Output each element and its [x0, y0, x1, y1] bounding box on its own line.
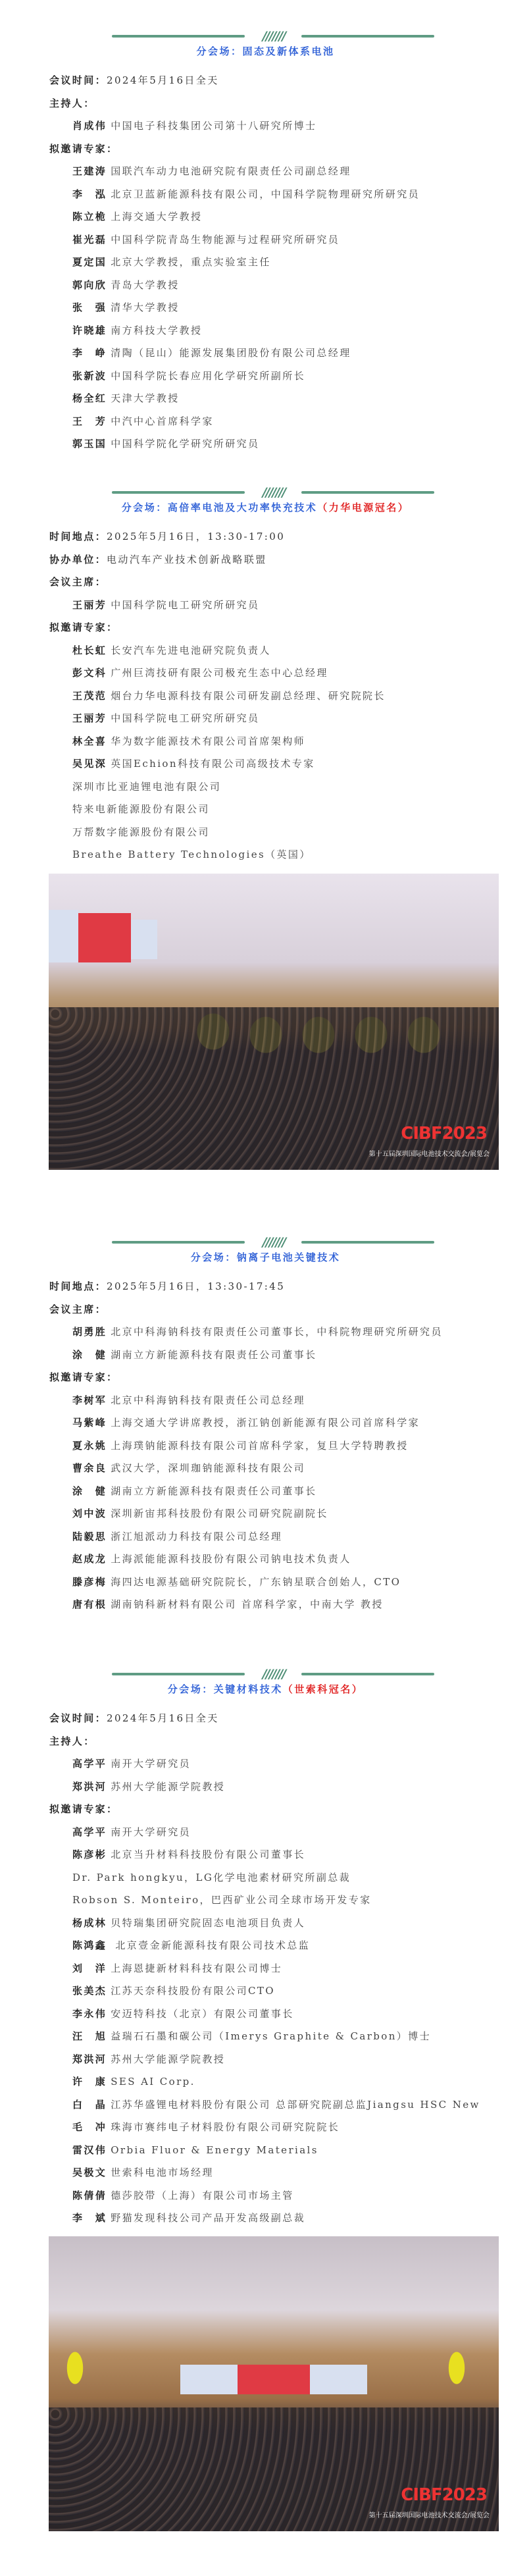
person-item — [0, 821, 531, 844]
session-title-text: 分会场：关键材料技术 — [167, 1683, 283, 1695]
photo-caption: 第十五届深圳国际电池技术交流会/展览会 — [368, 2512, 490, 2519]
person-affiliation: 苏州大学能源学院教授 — [111, 1780, 226, 1793]
person-affiliation: 珠海市赛纬电子材料股份有限公司研究院院长 — [111, 2121, 340, 2133]
person-affiliation: 南开大学研究员 — [111, 1826, 191, 1838]
person-item — [0, 1502, 531, 1525]
person-affiliation: 江苏天奈科技股份有限公司CTO — [111, 1985, 275, 1997]
person-affiliation: Orbia Fluor & Energy Materials — [111, 2143, 318, 2156]
session-title-text: 分会场：钠离子电池关键技术 — [190, 1251, 341, 1263]
conference-photo-2 — [49, 2236, 499, 2531]
person-name: 陈鸿鑫 — [72, 1939, 107, 1951]
person-name: 许晓雄 — [72, 324, 107, 336]
session-title — [0, 1681, 531, 1698]
info-value: 2024年5月16日全天 — [107, 1712, 219, 1724]
divider-slashes-icon: /////// — [262, 485, 286, 500]
session-title — [0, 43, 531, 60]
person-affiliation: 中国科学院化学研究所研究员 — [111, 438, 260, 450]
section-divider — [0, 30, 531, 43]
person-item — [0, 387, 531, 410]
person-item — [0, 1344, 531, 1367]
person-affiliation: 万帮数字能源股份有限公司 — [72, 826, 210, 838]
person-item — [0, 1389, 531, 1412]
person-affiliation: 北京壹金新能源科技有限公司技术总监 — [111, 1939, 311, 1951]
person-name: 陈彦彬 — [72, 1849, 107, 1860]
person-name: 杨成林 — [72, 1916, 107, 1929]
person-name: 赵成龙 — [72, 1553, 107, 1565]
person-name: 夏定国 — [72, 256, 107, 268]
person-name: 王丽芳 — [72, 598, 107, 611]
person-item — [0, 1889, 531, 1912]
person-affiliation: 贝特瑞集团研究院固态电池项目负责人 — [111, 1916, 306, 1929]
person-affiliation: 上海派能能源科技股份有限公司钠电技术负责人 — [111, 1553, 351, 1565]
session-section — [0, 486, 531, 866]
person-item — [0, 775, 531, 799]
section-divider — [0, 486, 531, 499]
person-affiliation: 英国Echion科技有限公司高级技术专家 — [111, 758, 315, 770]
person-affiliation: 野猫发现科技公司产品开发高级副总裁 — [111, 2212, 306, 2224]
person-item — [0, 2003, 531, 2026]
session-section — [0, 1668, 531, 2230]
person-affiliation: 北京中科海钠科技有限责任公司总经理 — [111, 1394, 306, 1406]
divider-slashes-icon: /////// — [262, 1667, 286, 1681]
person-affiliation: 深圳新宙邦科技股份有限公司研究院副院长 — [111, 1508, 328, 1519]
person-name: 郭向欣 — [72, 278, 107, 291]
side-screen — [131, 920, 157, 959]
photo-caption: 第十五届深圳国际电池技术交流会/展览会 — [368, 1151, 490, 1158]
side-screen — [180, 2365, 238, 2394]
person-item — [0, 2070, 531, 2093]
person-name: 李 泓 — [72, 188, 107, 200]
person-name: 王丽芳 — [72, 712, 107, 724]
person-item — [0, 2048, 531, 2071]
person-name: 吴见深 — [72, 758, 107, 770]
section-divider — [0, 1236, 531, 1249]
person-item — [0, 639, 531, 662]
session-title — [0, 1249, 531, 1266]
person-affiliation: 天津大学教授 — [111, 392, 180, 404]
person-item — [0, 160, 531, 183]
person-item — [0, 1548, 531, 1571]
person-item — [0, 1321, 531, 1344]
group-heading: 拟邀请专家： — [49, 142, 118, 155]
person-item — [0, 1752, 531, 1775]
group-heading: 拟邀请专家： — [49, 1803, 118, 1815]
photo-watermark: CIBF2023 — [401, 2485, 487, 2505]
person-affiliation: 青岛大学教授 — [111, 278, 180, 291]
person-affiliation: 清华大学教授 — [111, 302, 180, 313]
person-affiliation: 上海恩捷新材料科技有限公司博士 — [111, 1962, 283, 1974]
person-item — [0, 1525, 531, 1548]
info-label: 会议时间： — [49, 1712, 107, 1724]
person-affiliation: 海四达电源基础研究院院长，广东钠星联合创始人，CTO — [111, 1575, 401, 1588]
person-affiliation: 南开大学研究员 — [111, 1758, 191, 1770]
person-name: 刘中波 — [72, 1508, 107, 1519]
person-item — [0, 274, 531, 297]
person-name: 李 斌 — [72, 2212, 107, 2224]
person-item — [0, 228, 531, 251]
person-affiliation: 中国科学院青岛生物能源与过程研究所研究员 — [111, 233, 340, 246]
group-heading: 拟邀请专家： — [49, 1371, 118, 1383]
person-name: 张新波 — [72, 369, 107, 382]
person-item — [0, 2025, 531, 2048]
person-affiliation: 上海交通大学教授 — [111, 211, 203, 223]
person-item — [0, 685, 531, 708]
info-row — [0, 69, 531, 92]
person-name: 李树军 — [72, 1394, 107, 1406]
person-name: 张美杰 — [72, 1985, 107, 1997]
info-row — [0, 548, 531, 571]
info-label: 协办单位： — [49, 553, 107, 565]
person-affiliation: 中汽中心首席科学家 — [111, 415, 214, 427]
person-name: 唐有根 — [72, 1598, 107, 1610]
person-item — [0, 662, 531, 685]
session-sponsor: （世索科冠名） — [282, 1683, 364, 1695]
section-divider — [0, 1668, 531, 1681]
side-screen — [310, 2365, 367, 2394]
person-affiliation: 中国科学院电工研究所研究员 — [111, 712, 260, 724]
person-name: 涂 健 — [72, 1485, 107, 1497]
divider-line-right — [301, 35, 434, 38]
person-name: 林全喜 — [72, 735, 107, 747]
person-item — [0, 1843, 531, 1866]
conference-photo-1 — [49, 874, 499, 1170]
info-label: 时间地点： — [49, 1280, 107, 1292]
person-affiliation: 长安汽车先进电池研究院负责人 — [111, 644, 271, 656]
person-item — [0, 410, 531, 433]
person-item — [0, 1912, 531, 1935]
person-affiliation: 国联汽车动力电池研究院有限责任公司副总经理 — [111, 165, 351, 177]
person-name: 白 晶 — [72, 2098, 107, 2111]
person-affiliation: 华为数字能源技术有限公司首席架构师 — [111, 735, 306, 747]
divider-line-left — [112, 35, 245, 38]
info-label: 会议时间： — [49, 74, 107, 86]
person-affiliation: 上海交通大学讲席教授，浙江钠创新能源有限公司首席科学家 — [111, 1417, 420, 1429]
person-affiliation: 世索科电池市场经理 — [111, 2167, 214, 2178]
group-heading: 主持人： — [49, 97, 95, 109]
person-item — [0, 594, 531, 617]
side-screen — [49, 910, 78, 962]
person-affiliation: 湖南立方新能源科技有限责任公司董事长 — [111, 1485, 317, 1497]
person-name: 王茂范 — [72, 689, 107, 702]
person-name: 高学平 — [72, 1758, 107, 1770]
person-affiliation: 烟台力华电源科技有限公司研发副总经理、研究院院长 — [111, 689, 386, 702]
person-name: 夏永姚 — [72, 1439, 107, 1452]
person-affiliation: 中国电子科技集团公司第十八研究所博士 — [111, 120, 317, 132]
person-name: 刘 洋 — [72, 1962, 107, 1974]
person-item — [0, 115, 531, 138]
person-affiliation: 浙江旭派动力科技有限公司总经理 — [111, 1530, 283, 1542]
info-row — [0, 1707, 531, 1730]
person-affiliation: 湖南立方新能源科技有限责任公司董事长 — [111, 1348, 317, 1361]
session-section — [0, 30, 531, 456]
person-item — [0, 1480, 531, 1503]
divider-slashes-icon: /////// — [262, 1235, 286, 1249]
person-item — [0, 296, 531, 319]
person-item — [0, 1457, 531, 1480]
divider-line-right — [301, 1241, 434, 1244]
person-name: 曹余良 — [72, 1462, 107, 1474]
session-section — [0, 1236, 531, 1616]
person-affiliation: 苏州大学能源学院教授 — [111, 2053, 226, 2065]
person-item — [0, 1571, 531, 1594]
person-name: 李永伟 — [72, 2007, 107, 2020]
person-item — [0, 1980, 531, 2003]
person-item — [0, 2207, 531, 2230]
person-name: 毛 冲 — [72, 2121, 107, 2133]
group-heading: 拟邀请专家： — [49, 621, 118, 633]
person-name: 陆毅思 — [72, 1530, 107, 1542]
person-affiliation: 德莎胶带（上海）有限公司市场主管 — [111, 2189, 294, 2201]
person-name: 胡勇胜 — [72, 1326, 107, 1338]
person-item — [0, 2161, 531, 2184]
person-name: 涂 健 — [72, 1348, 107, 1361]
divider-line-left — [112, 1241, 245, 1244]
info-label: 时间地点： — [49, 531, 107, 542]
person-affiliation: 安迈特科技（北京）有限公司董事长 — [111, 2007, 294, 2020]
info-value: 2025年5月16日，13:30-17:00 — [107, 531, 286, 542]
info-row — [0, 1275, 531, 1298]
person-name: 汪 旭 — [72, 2030, 107, 2042]
session-title-text: 分会场：高倍率电池及大功率快充技术 — [121, 502, 318, 513]
person-name: 杨全红 — [72, 392, 107, 404]
person-item — [0, 707, 531, 730]
person-item — [0, 752, 531, 775]
divider-line-right — [301, 1673, 434, 1675]
person-affiliation: Breathe Battery Technologies（英国） — [72, 849, 311, 860]
person-affiliation: 上海璞钠能源科技有限公司首席科学家，复旦大学特聘教授 — [111, 1439, 409, 1452]
divider-line-left — [112, 491, 245, 494]
person-name: 郭玉国 — [72, 438, 107, 450]
person-affiliation: Dr. Park hongkyu，LG化学电池素材研究所副总裁 — [72, 1871, 351, 1883]
person-item — [0, 1434, 531, 1458]
person-name: 郑洪河 — [72, 2053, 107, 2065]
group-heading: 会议主席： — [49, 576, 107, 588]
person-item — [0, 2093, 531, 2116]
person-affiliation: 北京当升材料科技股份有限公司董事长 — [111, 1849, 306, 1860]
person-name: 王建涛 — [72, 165, 107, 177]
session-title-text: 分会场：固态及新体系电池 — [196, 45, 335, 57]
divider-line-left — [112, 1673, 245, 1675]
info-row — [0, 525, 531, 548]
person-name: 彭文科 — [72, 667, 107, 679]
person-item — [0, 1934, 531, 1957]
person-name: 李 峥 — [72, 347, 107, 359]
person-affiliation: 湖南钠科新材料有限公司 首席科学家，中南大学 教授 — [111, 1598, 384, 1610]
person-item — [0, 365, 531, 388]
person-item — [0, 2116, 531, 2139]
person-affiliation: 北京大学教授，重点实验室主任 — [111, 256, 271, 268]
person-item — [0, 183, 531, 206]
person-affiliation: 北京卫蓝新能源科技有限公司，中国科学院物理研究所研究员 — [111, 188, 420, 200]
person-affiliation: 中国科学院电工研究所研究员 — [111, 598, 260, 611]
person-item — [0, 342, 531, 365]
person-item — [0, 319, 531, 342]
person-name: 郑洪河 — [72, 1780, 107, 1793]
session-title — [0, 499, 531, 516]
person-name: 杜长虹 — [72, 644, 107, 656]
person-item — [0, 730, 531, 753]
person-affiliation: 北京中科海钠科技有限责任公司董事长，中科院物理研究所研究员 — [111, 1326, 443, 1338]
person-item — [0, 1866, 531, 1889]
person-name: 许 康 — [72, 2076, 107, 2088]
person-affiliation: 特来电新能源股份有限公司 — [72, 803, 210, 815]
person-name: 崔光磊 — [72, 233, 107, 246]
divider-slashes-icon: /////// — [262, 29, 286, 43]
person-item — [0, 1411, 531, 1434]
info-value: 电动汽车产业技术创新战略联盟 — [107, 553, 267, 565]
person-item — [0, 2184, 531, 2207]
info-value: 2025年5月16日，13:30-17:45 — [107, 1280, 286, 1292]
person-affiliation: 南方科技大学教授 — [111, 324, 203, 336]
person-affiliation: 武汉大学，深圳珈钠能源科技有限公司 — [111, 1462, 306, 1474]
stage-screen — [238, 2365, 310, 2394]
person-item — [0, 1821, 531, 1844]
person-affiliation: 深圳市比亚迪锂电池有限公司 — [72, 780, 222, 793]
person-affiliation: Robson S. Monteiro，巴西矿业公司全球市场开发专家 — [72, 1894, 372, 1906]
person-item — [0, 1593, 531, 1616]
audience — [49, 1007, 499, 1170]
photo-watermark: CIBF2023 — [401, 1124, 487, 1143]
person-affiliation: 清陶（昆山）能源发展集团股份有限公司总经理 — [111, 347, 351, 359]
person-name: 高学平 — [72, 1826, 107, 1838]
person-item — [0, 205, 531, 228]
stage-screen — [78, 913, 131, 962]
person-name: 滕彦梅 — [72, 1575, 107, 1588]
person-item — [0, 1775, 531, 1799]
divider-line-right — [301, 491, 434, 494]
person-item — [0, 843, 531, 866]
person-affiliation: 中国科学院长春应用化学研究所副所长 — [111, 369, 306, 382]
person-item — [0, 251, 531, 274]
person-item — [0, 798, 531, 821]
person-name: 陈立桅 — [72, 211, 107, 223]
session-sponsor: （力华电源冠名） — [317, 502, 410, 513]
person-name: 吴极文 — [72, 2167, 107, 2178]
person-item — [0, 433, 531, 456]
group-heading: 会议主席： — [49, 1303, 107, 1315]
group-heading: 主持人： — [49, 1735, 95, 1747]
person-affiliation: 益瑞石石墨和碳公司（Imerys Graphite & Carbon）博士 — [111, 2030, 431, 2042]
person-affiliation: 江苏华盛锂电材料股份有限公司 总部研究院副总监Jiangsu HSC New — [111, 2098, 480, 2111]
person-name: 王 芳 — [72, 415, 107, 427]
person-affiliation: SES AI Corp. — [111, 2076, 195, 2088]
person-affiliation: 广州巨湾技研有限公司极充生态中心总经理 — [111, 667, 328, 679]
person-item — [0, 2139, 531, 2162]
person-name: 肖成伟 — [72, 120, 107, 132]
person-name: 马紫峰 — [72, 1417, 107, 1429]
person-name: 陈倩倩 — [72, 2189, 107, 2201]
person-item — [0, 1957, 531, 1980]
person-name: 张 强 — [72, 302, 107, 313]
info-value: 2024年5月16日全天 — [107, 74, 219, 86]
person-name: 雷汉伟 — [72, 2143, 107, 2156]
